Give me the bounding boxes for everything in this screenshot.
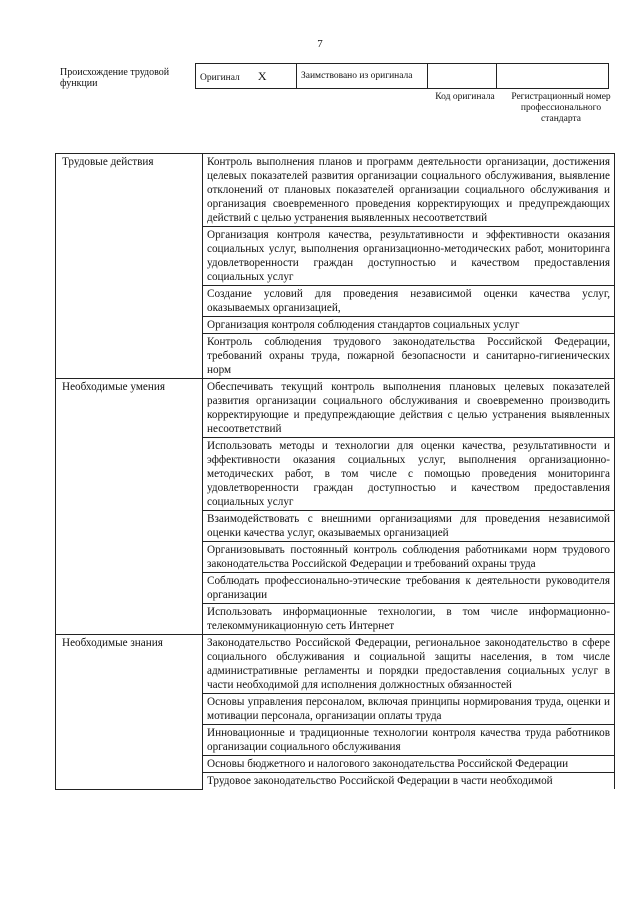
category-cell: Необходимые знания [56,635,203,790]
reg-number-cell [497,64,609,89]
original-cell [196,64,297,89]
borrowed-label: Заимствовано из оригинала [301,70,413,81]
page-number: 7 [317,38,323,50]
origin-label: Происхождение трудовой функции [60,67,170,89]
table-cell: Организовывать постоянный контроль соблюдения работниками норм трудового законодательства Российской Федерации и требований охраны труда [203,542,615,573]
table-row [56,154,615,227]
table-cell: Инновационные и традиционные технологии контроля качества труда работников организации социального обслуживания [203,725,615,756]
origin-table [195,63,609,89]
table-cell: Использовать методы и технологии для оценки качества, результативности и эффективности оказания социальных услуг, выполнения организационно-методических работ, в том числе с помощью проведения мониторинга удовлетворенности граждан доступностью и качеством предоставления социальных услуг [203,438,615,511]
table-cell: Организация контроля качества, результативности и эффективности оказания социальных услуг, выполнения организационно-методических работ, мониторинга удовлетворенности граждан доступностью и качеством предоставления социальных услуг [203,227,615,286]
function-table [55,153,615,790]
table-cell: Контроль выполнения планов и программ деятельности организации, достижения целевых показателей развития организации социального обслуживания, выявление отклонений от плановых показателей организации социального обслуживания и организация своевременного проведения корректирующих и предупреждающих действий с целью устранения выявленных несоответствий [203,154,615,227]
table-cell: Взаимодействовать с внешними организациями для проведения независимой оценки качества услуг, оказываемых организацией [203,511,615,542]
original-label: Оригинал [200,72,240,83]
table-cell: Основы бюджетного и налогового законодательства Российской Федерации [203,756,615,773]
borrowed-cell [297,64,428,89]
code-cell [428,64,497,89]
table-cell: Основы управления персоналом, включая принципы нормирования труда, оценки и мотивации персонала, организации оплаты труда [203,694,615,725]
original-mark: X [257,68,267,83]
table-cell: Организация контроля соблюдения стандартов социальных услуг [203,317,615,334]
table-row [56,379,615,438]
table-cell: Трудовое законодательство Российской Федерации в части необходимой [203,773,615,790]
table-cell: Создание условий для проведения независимой оценки качества услуг, оказываемых организацией, [203,286,615,317]
table-cell: Использовать информационные технологии, в том числе информационно-телекоммуникационную сеть Интернет [203,604,615,635]
category-cell: Трудовые действия [56,154,203,379]
table-cell: Законодательство Российской Федерации, региональное законодательство в сфере социального обслуживания и социальной защиты населения, в том числе административные регламенты и порядки предоставления социальных услуг в части необходимой для исполнения должностных обязанностей [203,635,615,694]
table-cell: Обеспечивать текущий контроль выполнения плановых целевых показателей развития организации социального обслуживания и своевременно производить корректирующие и предупреждающие действия с целью устранения выявленных несоответствий [203,379,615,438]
table-row [56,635,615,694]
code-caption: Код оригинала [435,92,495,102]
table-cell: Соблюдать профессионально-этические требования к деятельности руководителя организации [203,573,615,604]
table-cell: Контроль соблюдения трудового законодательства Российской Федерации, требований охраны труда, пожарной безопасности и санитарно-гигиенических норм [203,334,615,379]
reg-caption: Регистрационный номер профессионального стандарта [511,92,611,124]
category-cell: Необходимые умения [56,379,203,635]
